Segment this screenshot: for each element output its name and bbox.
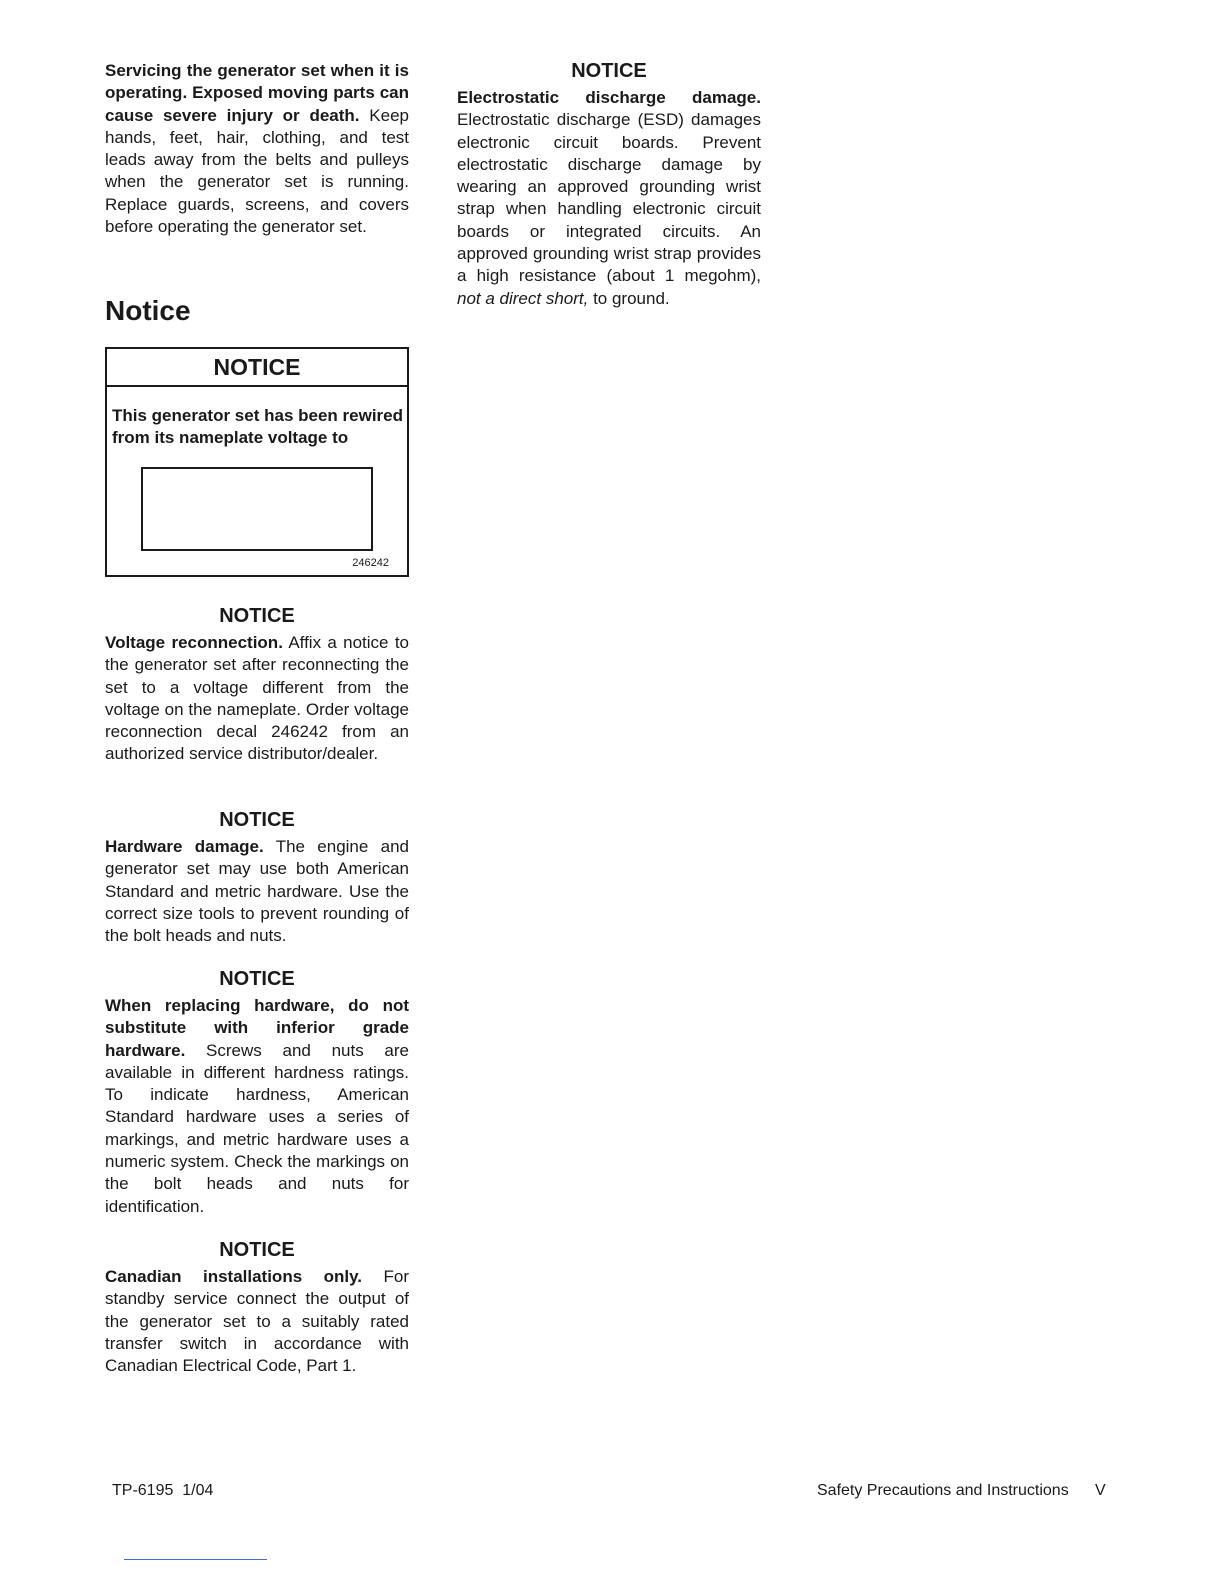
notice-heading: NOTICE xyxy=(219,605,295,627)
decal-part-number: 246242 xyxy=(352,557,389,569)
notice-electrostatic-discharge xyxy=(457,59,761,310)
notice-heading: NOTICE xyxy=(219,1239,295,1261)
notice-paragraph xyxy=(457,87,761,310)
notice-body-text: For standby service connect the output of the generator set to a suitably rated transfer switch in accordance with Canadian Electrical Code, Part 1. xyxy=(105,1267,409,1376)
notice-bold-text: Electrostatic discharge damage. xyxy=(457,88,761,107)
notice-body-text-end: to ground. xyxy=(593,288,670,308)
decal-voltage-blank-box xyxy=(141,467,373,551)
warning-body-text: Keep hands, feet, hair, clothing, and test leads away from the belts and pulleys when the generator set is running. Replace guards, screens, and covers before operating the generator set. xyxy=(105,105,409,237)
notice-heading: NOTICE xyxy=(219,968,295,990)
notice-heading: NOTICE xyxy=(571,60,647,82)
footer-link-underline xyxy=(124,1559,267,1560)
decal-text: This generator set has been rewired from its nameplate voltage to xyxy=(112,406,403,447)
warning-block xyxy=(105,60,409,238)
notice-bold-text: Voltage reconnection. xyxy=(105,633,283,652)
notice-body-text: Affix a notice to the generator set after reconnecting the set to a voltage different from the voltage on the nameplate. Order voltage reconnection decal 246242 from an authorized service distributor/dealer. xyxy=(105,633,410,764)
notice-heading: NOTICE xyxy=(219,809,295,831)
warning-paragraph xyxy=(105,60,409,238)
notice-body-text: Electrostatic discharge (ESD) damages electronic circuit boards. Prevent electrostatic discharge damage by wearing an approved grounding wrist strap when handling electronic circuit boards or integrated circuits. An approved grounding wrist strap provides a high resistance (about 1 megohm), xyxy=(457,110,761,286)
notice-italic-text: not a direct short, xyxy=(457,288,589,308)
notice-bold-text: Canadian installations only. xyxy=(105,1267,363,1286)
footer-section-title: Safety Precautions and Instructions xyxy=(817,1482,1069,1499)
notice-paragraph xyxy=(105,836,409,947)
notice-paragraph xyxy=(105,632,409,766)
notice-paragraph xyxy=(105,995,409,1218)
notice-body-text: The engine and generator set may use both American Standard and metric hardware. Use the correct size tools to prevent rounding of the bolt heads and nuts. xyxy=(105,837,409,946)
notice-paragraph xyxy=(105,1266,409,1377)
decal-heading: NOTICE xyxy=(107,349,407,387)
section-title: Notice xyxy=(105,295,191,326)
notice-bold-text: Hardware damage. xyxy=(105,837,264,856)
voltage-decal xyxy=(105,347,409,577)
notice-canadian-installations xyxy=(105,1238,409,1377)
notice-body-text: Screws and nuts are available in different hardness ratings. To indicate hardness, American Standard hardware uses a series of markings, and metric hardware uses a numeric system. Check the markings on the bolt heads and nuts for identification. xyxy=(105,1040,410,1216)
footer-doc-id: TP-6195 1/04 xyxy=(112,1482,214,1499)
warning-bold-text: Servicing the generator set when it is operating. Exposed moving parts can cause severe injury or death. xyxy=(105,61,409,125)
notice-bold-text: When replacing hardware, do not substitute with inferior grade hardware. xyxy=(105,996,409,1060)
notice-hardware-damage xyxy=(105,808,409,947)
notice-voltage-reconnection xyxy=(105,604,409,766)
notice-replacing-hardware xyxy=(105,967,409,1218)
footer-page-number: V xyxy=(1095,1482,1106,1499)
